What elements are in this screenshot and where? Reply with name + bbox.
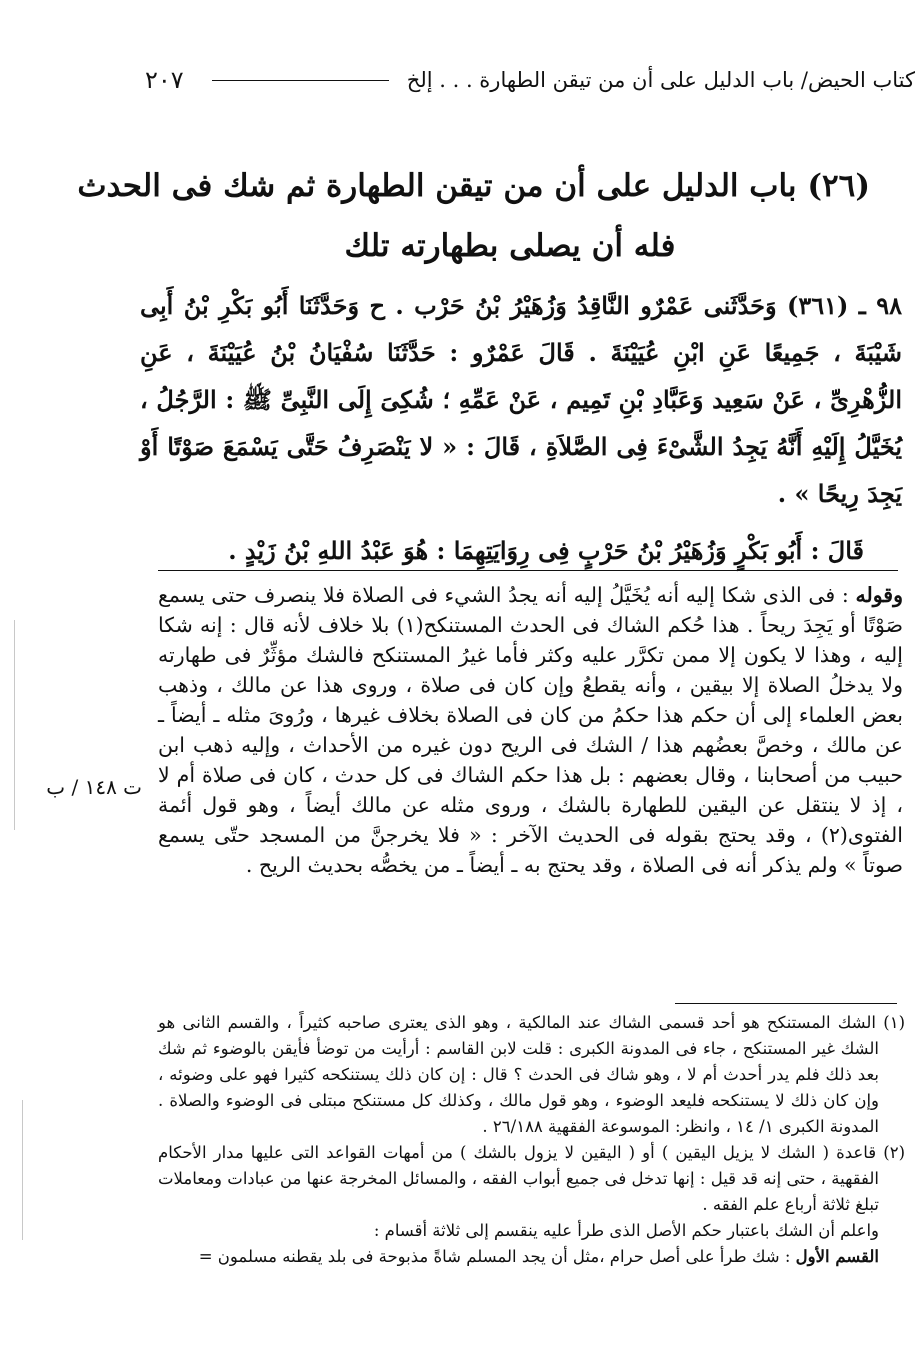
scan-edge-mark: [22, 1100, 23, 1240]
footnote-separator-rule: [675, 1003, 897, 1004]
hadith-closing: قَالَ : أَبُو بَكْرٍ وَزُهَيْرُ بْنُ حَرْبٍ فِى رِوَايَتِهِمَا : هُوَ عَبْدُ اللهِ بْنُ زَيْدٍ .: [228, 536, 864, 565]
scan-edge-mark: [14, 620, 15, 830]
footnote-section-label: القسم الأول: [795, 1247, 879, 1266]
page-number: ٢٠٧: [145, 66, 184, 94]
footnote-2-section: [158, 1244, 905, 1270]
hadith-block: [140, 282, 902, 574]
footnote-2-continuation: واعلم أن الشك باعتبار حكم الأصل الذى طرأ عليه ينقسم إلى ثلاثة أقسام :: [373, 1221, 879, 1240]
text-separator-rule: [158, 570, 898, 571]
commentary-paragraph: [158, 580, 903, 880]
chapter-title-line1: (٢٦) باب الدليل على أن من تيقن الطهارة ثم شك فى الحدث: [77, 168, 870, 204]
footnote-2: (٢) قاعدة ( الشك لا يزيل اليقين ) أو ( اليقين لا يزول بالشك ) من أمهات القواعد التى عليها مدار الأحكام الفقهية ، حتى إنه قد قيل : إنها تدخل فى جميع أبواب الفقه ، والمسائل المخرجة عنها من عبادات ومعاملات تبلغ ثلاثة أرباع علم الفقه .: [158, 1143, 905, 1214]
footnote-1: (١) الشك المستنكح هو أحد قسمى الشاك عند المالكية ، وهو الذى يعترى صاحبه كثيراً ، والقسم الثانى هو الشك غير المستنكح ، جاء فى المدونة الكبرى : قلت لابن القاسم : أرأيت من توضأ فأيقن بالوضوء ثم شك بعد ذلك فلم يدر أحدث أم لا ، وهو شاك فى الحدث ؟ قال : إن كان ذلك يستنكحه كثيرا فهو على وضوئه ، وإن كان ذلك لا يستنكحه فليعد الوضوء ، وهو قول مالك ، وكذلك كل مستنكح مبتلى فى الوضوء والصلاة . المدونة الكبرى ١/ ١٤ ، وانظر: الموسوعة الفقهية ٢٦/١٨٨ .: [158, 1013, 905, 1136]
commentary-lead: وقوله: [855, 583, 903, 607]
footnote-section-text: : شك طرأ على أصل حرام ،مثل أن يجد المسلم شاةً مذبوحة فى بلد يقطنه مسلمون =: [198, 1247, 791, 1266]
commentary-text: : فى الذى شكا إليه أنه يُخَيَّلُ إليه أنه يجدُ الشيء فى الصلاة فلا ينصرف حتى يسمع صَوْتًا أو يَجِدَ ريحاً . هذا حُكم الشاك فى الحدث المستنكح(١) بلا خلاف لأنه قال : إنه شكا إليه ، وهذا لا يكون إلا ممن تكرَّر عليه وكثر فأما غيرُ المستنكح فالشك مؤثِّرٌ فى طهارته ولا يدخلُ الصلاة إلا بيقين ، وأنه يقطعُ وإن كان فى صلاة ، وروى هذا عن مالك ، وذهب بعض العلماء إلى أن حكم هذا حكمُ من كان فى الصلاة بخلاف غيرها ، ورُوىَ مثله ـ أيضاً ـ عن مالك ، وخصَّ بعضُهم هذا / الشك فى الريح دون غيره من الأحداث ، وإليه ذهب ابن حبيب من أصحابنا ، وقال بعضهم : بل هذا حكم الشاك فى كل حدث ، كان فى صلاة أم لا ، إذ لا ينتقل عن اليقين للطهارة بالشك ، وروى مثله عن مالك أيضاً ، وهو قول أئمة الفتوى(٢) ، وقد يحتج بقوله فى الحديث الآخر : « فلا يخرجنَّ من المسجد حتّى يسمع صوتاً » ولم يذكر أنه فى الصلاة ، وقد يحتج به ـ أيضاً ـ من يخصُّه بحديث الريح .: [158, 583, 903, 877]
commentary-block: [158, 580, 903, 880]
running-head-rule: [212, 80, 389, 81]
hadith-text: ٩٨ ـ (٣٦١) وَحَدَّثَنى عَمْرٌو النَّاقِدُ وَزُهَيْرُ بْنُ حَرْب . ح وَحَدَّثَنَا أَبُو بَكْرِ بْنُ أَبِى شَيْبَةَ ، جَمِيعًا عَنِ ابْنِ عُيَيْنَةَ . قَالَ عَمْرٌو : حَدَّثَنَا سُفْيَانُ بْنُ عُيَيْنَةَ ، عَنِ الزُّهْرِىِّ ، عَنْ سَعِيد وَعَبَّادِ بْنِ تَمِيم ، عَنْ عَمِّهِ ؛ شُكِىَ إِلَى النَّبِىِّ ﷺ : الرَّجُلُ ، يُخَيَّلُ إِلَيْهِ أَنَّهُ يَجِدُ الشَّىْءَ فِى الصَّلاَةِ ، قَالَ : « لا يَنْصَرِفُ حَتَّى يَسْمَعَ صَوْتًا أَوْ يَجِدَ رِيحًا » .: [140, 291, 902, 508]
footnotes-block: [158, 1010, 905, 1270]
chapter-title-line2: فله أن يصلى بطهارته تلك: [344, 228, 676, 264]
running-head: [145, 60, 915, 100]
running-head-title: كتاب الحيض/ باب الدليل على أن من تيقن الطهارة . . . إلخ: [406, 68, 915, 92]
margin-manuscript-reference: ت ١٤٨ / ب: [46, 775, 142, 799]
